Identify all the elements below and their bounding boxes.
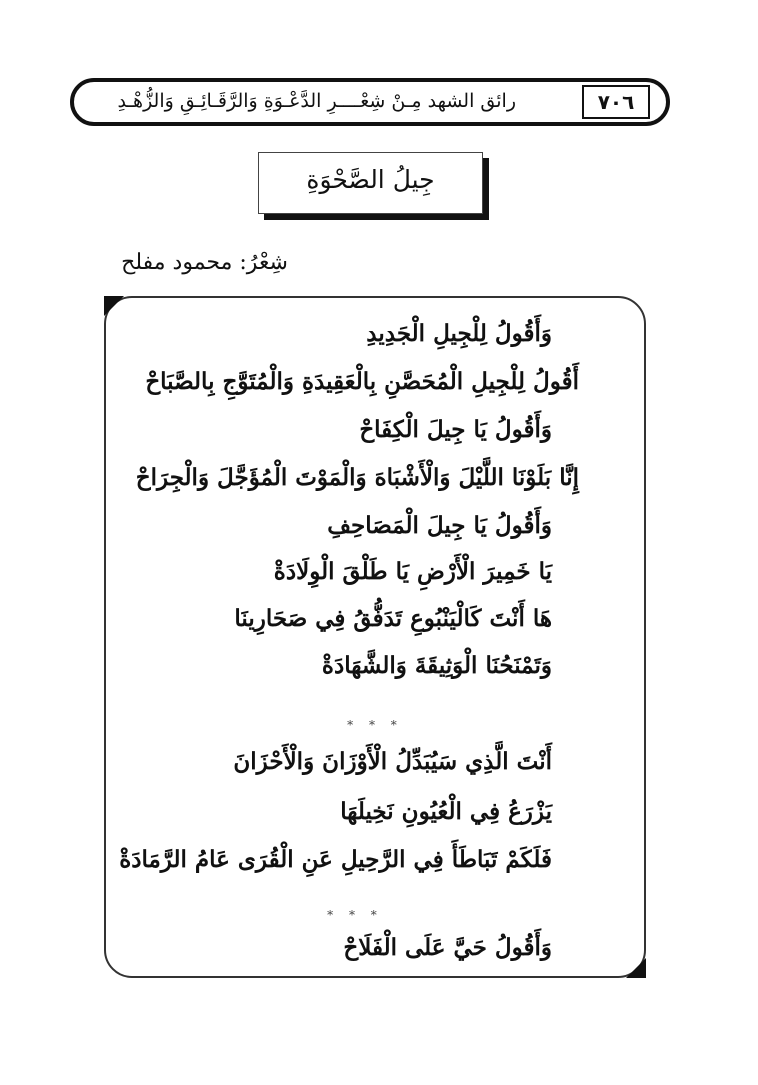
poem-author: شِعْرُ: محمود مفلح — [121, 250, 288, 275]
poem-line: أَقُولُ لِلْجِيلِ الْمُحَصَّنِ بِالْعَقِيدَةِ وَالْمُتَوَّجِ بِالصَّبَاحْ — [145, 368, 579, 395]
stanza-separator: * * * — [347, 718, 403, 732]
poem-line: يَزْرَعُ فِي الْعُيُونِ نَخِيلَهَا — [340, 798, 552, 825]
running-header — [70, 78, 670, 126]
poem-line: أَنْتَ الَّذِي سَيُبَدِّلُ الْأَوْزَانَ وَالْأَحْزَانَ — [233, 748, 552, 775]
poem-line: فَلَكَمْ تَبَاطَأَ فِي الرَّحِيلِ عَنِ الْقُرَى عَامُ الرَّمَادَةْ — [119, 846, 552, 873]
poem-line: وَأَقُولُ لِلْجِيلِ الْجَدِيدِ — [366, 320, 552, 347]
poem-frame — [104, 296, 646, 978]
poem-line: وَأَقُولُ يَا جِيلَ الْمَصَاحِفِ — [327, 512, 552, 539]
frame-corner-ornament — [104, 296, 124, 316]
poem-title-box — [258, 152, 483, 214]
poem-title: جِيلُ الصَّحْوَةِ — [306, 165, 435, 194]
poem-line: وَأَقُولُ حَيَّ عَلَى الْفَلَاحْ — [343, 934, 552, 961]
poem-line: يَا خَمِيرَ الْأَرْضِ يَا طَلْقَ الْوِلَادَةْ — [273, 558, 552, 585]
frame-corner-ornament — [626, 958, 646, 978]
stanza-separator: * * * — [327, 908, 383, 922]
poem-line: وَأَقُولُ يَا جِيلَ الْكِفَاحْ — [359, 416, 552, 443]
page-number: ٧٠٦ — [582, 85, 650, 119]
running-title: رائق الشهد مِـنْ شِعْــــرِ الدَّعْـوَةِ وَالرَّقَـائِـقِ وَالزُّهْـدِ — [117, 90, 516, 112]
poem-line: وَتَمْنَحُنَا الْوَثِيقَةَ وَالشَّهَادَةْ — [321, 652, 552, 679]
poem-line: هَا أَنْتَ كَالْيَنْبُوعِ تَدَفُّقُ فِي صَحَارِينَا — [234, 605, 552, 632]
poem-line: إِنَّا بَلَوْنَا اللَّيْلَ وَالْأَشْبَاهَ وَالْمَوْتَ الْمُؤَجَّلَ وَالْجِرَاحْ — [135, 464, 579, 491]
